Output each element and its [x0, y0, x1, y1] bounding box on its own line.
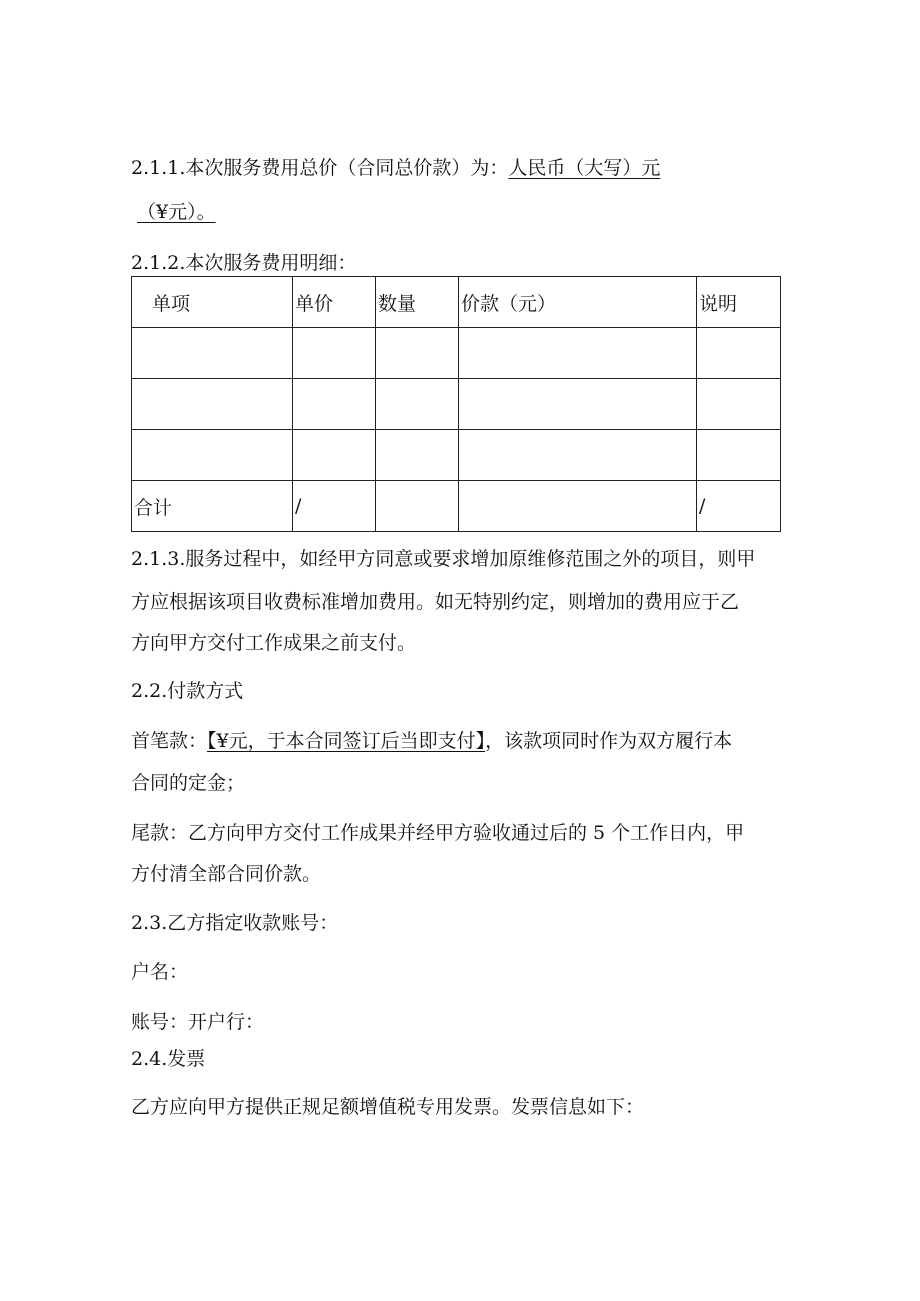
table-cell — [293, 430, 376, 481]
header-remarks: 说明 — [697, 277, 781, 328]
clause-2-1-3-line3: 方向甲方交付工作成果之前支付。 — [131, 632, 417, 654]
total-remarks: / — [697, 481, 781, 532]
total-unit-price: / — [293, 481, 376, 532]
account-number: 账号：开户行： — [131, 1011, 265, 1033]
section-2-4-heading: 2.4.发票 — [131, 1048, 206, 1070]
table-cell — [376, 379, 459, 430]
clause-2-1-2: 2.1.2.本次服务费用明细： — [131, 252, 357, 274]
clause-2-1-3-line2: 方应根据该项目收费标准增加费用。如无特别约定，则增加的费用应于乙 — [131, 591, 740, 613]
table-row — [132, 379, 781, 430]
table-cell — [697, 328, 781, 379]
table-cell — [376, 328, 459, 379]
clause-2-1-3-line1: 2.1.3.服务过程中，如经甲方同意或要求增加原维修范围之外的项目，则甲 — [131, 548, 756, 570]
table-cell — [132, 379, 293, 430]
table-cell — [293, 328, 376, 379]
table-header-row — [132, 277, 781, 328]
table-cell — [459, 379, 697, 430]
header-quantity: 数量 — [376, 277, 459, 328]
table-cell — [459, 328, 697, 379]
table-row — [132, 328, 781, 379]
final-payment-line2: 方付清全部合同价款。 — [131, 863, 322, 885]
table-row — [132, 430, 781, 481]
clause-2-1-1-line2 — [137, 200, 216, 224]
total-quantity — [376, 481, 459, 532]
section-2-2-heading: 2.2.付款方式 — [131, 680, 244, 702]
account-name: 户名： — [131, 961, 189, 983]
total-row — [132, 481, 781, 532]
table-cell — [132, 328, 293, 379]
total-price-field: 人民币（大写）元 — [508, 157, 661, 179]
header-unit-price: 单价 — [293, 277, 376, 328]
first-payment-line1 — [131, 729, 732, 753]
table-cell — [293, 379, 376, 430]
first-payment-rest: ，该款项同时作为双方履行本 — [485, 730, 733, 752]
table-cell — [376, 430, 459, 481]
first-payment-line2: 合同的定金； — [131, 772, 246, 794]
invoice-text: 乙方应向甲方提供正规足额增值税专用发票。发票信息如下： — [131, 1096, 645, 1118]
total-amount — [459, 481, 697, 532]
table-cell — [459, 430, 697, 481]
header-item: 单项 — [132, 277, 293, 328]
final-payment-line1: 尾款：乙方向甲方交付工作成果并经甲方验收通过后的 5 个工作日内，甲 — [131, 822, 745, 844]
table-cell — [132, 430, 293, 481]
clause-2-1-1-label: 2.1.1.本次服务费用总价（合同总价款）为： — [131, 157, 509, 179]
fee-detail-table — [131, 276, 781, 532]
table-cell — [697, 430, 781, 481]
table-cell — [697, 379, 781, 430]
clause-2-1-1 — [131, 156, 660, 180]
first-payment-label: 首笔款： — [131, 730, 208, 752]
header-amount: 价款（元） — [459, 277, 697, 328]
total-label: 合计 — [132, 481, 293, 532]
total-price-numeric-field: （¥元）。 — [137, 201, 216, 223]
first-payment-value: 【¥元，于本合同签订后当即支付】 — [207, 730, 486, 752]
section-2-3-heading: 2.3.乙方指定收款账号： — [131, 912, 339, 934]
